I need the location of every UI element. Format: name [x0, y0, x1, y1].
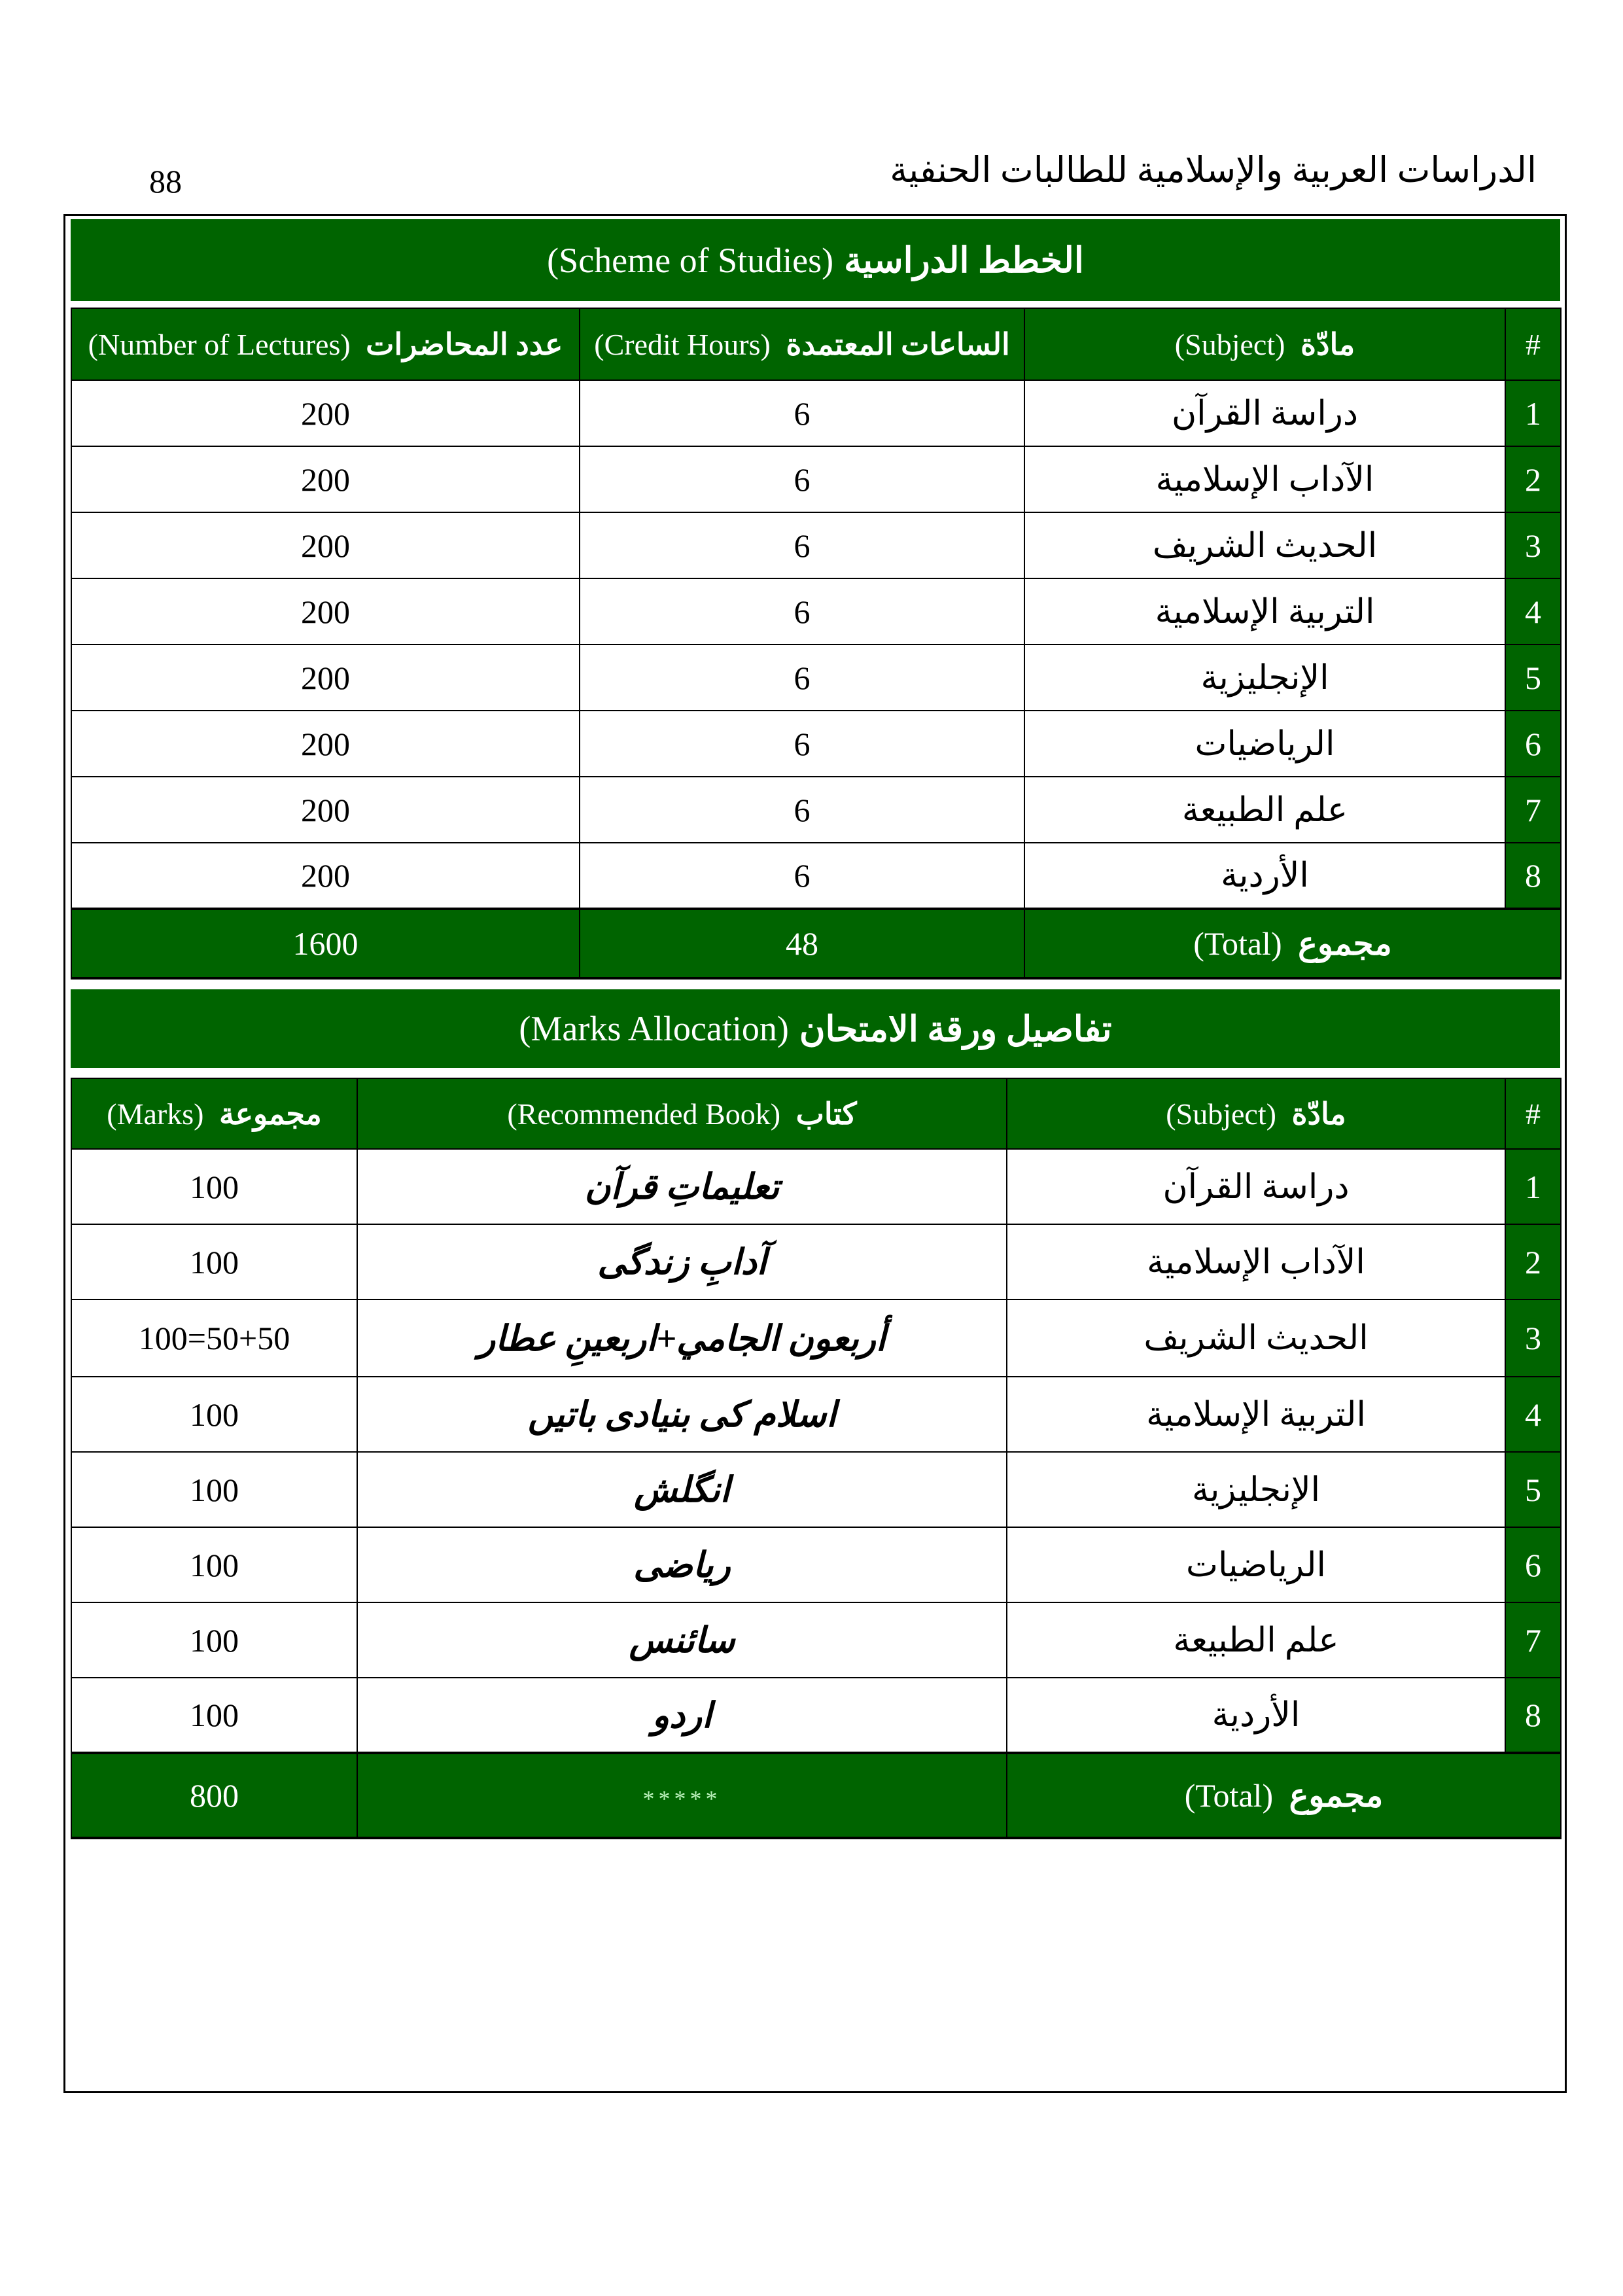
lectures-cell: 200 — [71, 843, 580, 909]
book-cell: انگلش — [357, 1452, 1007, 1527]
scheme-title-band — [71, 219, 1560, 301]
total-marks: 800 — [71, 1753, 357, 1838]
book-cell: ریاضی — [357, 1527, 1007, 1602]
subject-cell: الرياضيات — [1024, 711, 1505, 777]
row-number: 5 — [1505, 1452, 1561, 1527]
header-marks: مجموعة (Marks) — [71, 1078, 357, 1149]
subject-cell: علم الطبيعة — [1024, 777, 1505, 843]
scheme-table — [71, 308, 1562, 980]
table-row — [71, 1527, 1561, 1602]
book-cell: اردو — [357, 1678, 1007, 1753]
row-number: 4 — [1505, 1377, 1561, 1452]
marks-cell: 100=50+50 — [71, 1299, 357, 1377]
scheme-header-row — [71, 308, 1561, 380]
book-cell: اسلام کی بنیادی باتیں — [357, 1377, 1007, 1452]
table-row — [71, 1149, 1561, 1224]
subject-cell: الأردية — [1024, 843, 1505, 909]
table-row — [71, 777, 1561, 843]
table-row — [71, 1452, 1561, 1527]
lectures-cell: 200 — [71, 711, 580, 777]
total-book: ***** — [357, 1753, 1007, 1838]
credit-cell: 6 — [580, 711, 1024, 777]
lectures-cell: 200 — [71, 645, 580, 711]
credit-cell: 6 — [580, 645, 1024, 711]
row-number: 4 — [1505, 578, 1561, 645]
marks-cell: 100 — [71, 1377, 357, 1452]
marks-table — [71, 1078, 1562, 1839]
marks-title-ar: تفاصيل ورقة الامتحان — [799, 1009, 1112, 1049]
lectures-cell: 200 — [71, 380, 580, 446]
credit-cell: 6 — [580, 512, 1024, 578]
credit-cell: 6 — [580, 777, 1024, 843]
marks-cell: 100 — [71, 1149, 357, 1224]
subject-cell: الآداب الإسلامية — [1007, 1224, 1505, 1299]
subject-cell: الإنجليزية — [1024, 645, 1505, 711]
header-number: # — [1505, 308, 1561, 380]
lectures-cell: 200 — [71, 512, 580, 578]
credit-cell: 6 — [580, 843, 1024, 909]
row-number: 3 — [1505, 1299, 1561, 1377]
marks-cell: 100 — [71, 1602, 357, 1678]
header-book: كتاب (Recommended Book) — [357, 1078, 1007, 1149]
table-row — [71, 1377, 1561, 1452]
page-number: 88 — [149, 163, 182, 200]
row-number: 2 — [1505, 446, 1561, 512]
header-subject: مادّة (Subject) — [1007, 1078, 1505, 1149]
row-number: 6 — [1505, 711, 1561, 777]
total-label: مجموع (Total) — [1007, 1753, 1561, 1838]
book-cell: تعلیماتِ قرآن — [357, 1149, 1007, 1224]
scheme-total-row — [71, 909, 1561, 978]
subject-cell: التربية الإسلامية — [1007, 1377, 1505, 1452]
lectures-cell: 200 — [71, 446, 580, 512]
subject-cell: دراسة القرآن — [1024, 380, 1505, 446]
scheme-title-ar: الخطط الدراسية — [844, 241, 1084, 280]
table-row — [71, 446, 1561, 512]
row-number: 1 — [1505, 1149, 1561, 1224]
book-cell: سائنس — [357, 1602, 1007, 1678]
subject-cell: الآداب الإسلامية — [1024, 446, 1505, 512]
credit-cell: 6 — [580, 380, 1024, 446]
marks-title-band — [71, 989, 1560, 1068]
running-head: الدراسات العربية والإسلامية للطالبات الحنفية — [890, 150, 1537, 190]
total-credit: 48 — [580, 909, 1024, 978]
table-row — [71, 711, 1561, 777]
table-row — [71, 512, 1561, 578]
row-number: 7 — [1505, 777, 1561, 843]
row-number: 5 — [1505, 645, 1561, 711]
table-row — [71, 1602, 1561, 1678]
row-number: 6 — [1505, 1527, 1561, 1602]
header-subject: مادّة (Subject) — [1024, 308, 1505, 380]
marks-header-row — [71, 1078, 1561, 1149]
marks-cell: 100 — [71, 1224, 357, 1299]
row-number: 7 — [1505, 1602, 1561, 1678]
subject-cell: دراسة القرآن — [1007, 1149, 1505, 1224]
book-cell: أربعون الجامي+اربعینِ عطار — [357, 1299, 1007, 1377]
marks-total-row — [71, 1753, 1561, 1838]
row-number: 3 — [1505, 512, 1561, 578]
header-lectures: عدد المحاضرات (Number of Lectures) — [71, 308, 580, 380]
subject-cell: التربية الإسلامية — [1024, 578, 1505, 645]
table-row — [71, 1678, 1561, 1753]
row-number: 8 — [1505, 843, 1561, 909]
subject-cell: الأردية — [1007, 1678, 1505, 1753]
lectures-cell: 200 — [71, 578, 580, 645]
header-number: # — [1505, 1078, 1561, 1149]
subject-cell: علم الطبيعة — [1007, 1602, 1505, 1678]
table-row — [71, 578, 1561, 645]
row-number: 8 — [1505, 1678, 1561, 1753]
table-row — [71, 645, 1561, 711]
table-row — [71, 1299, 1561, 1377]
table-row — [71, 1224, 1561, 1299]
total-label: مجموع (Total) — [1024, 909, 1561, 978]
marks-cell: 100 — [71, 1678, 357, 1753]
row-number: 1 — [1505, 380, 1561, 446]
subject-cell: الحديث الشريف — [1007, 1299, 1505, 1377]
subject-cell: الحديث الشريف — [1024, 512, 1505, 578]
subject-cell: الرياضيات — [1007, 1527, 1505, 1602]
header-credit-hours: الساعات المعتمدة (Credit Hours) — [580, 308, 1024, 380]
lectures-cell: 200 — [71, 777, 580, 843]
credit-cell: 6 — [580, 578, 1024, 645]
marks-title-en: (Marks Allocation) — [519, 1009, 789, 1048]
credit-cell: 6 — [580, 446, 1024, 512]
table-row — [71, 380, 1561, 446]
marks-cell: 100 — [71, 1527, 357, 1602]
table-row — [71, 843, 1561, 909]
subject-cell: الإنجليزية — [1007, 1452, 1505, 1527]
total-lectures: 1600 — [71, 909, 580, 978]
marks-cell: 100 — [71, 1452, 357, 1527]
book-cell: آدابِ زندگی — [357, 1224, 1007, 1299]
scheme-title-en: (Scheme of Studies) — [547, 240, 834, 280]
row-number: 2 — [1505, 1224, 1561, 1299]
